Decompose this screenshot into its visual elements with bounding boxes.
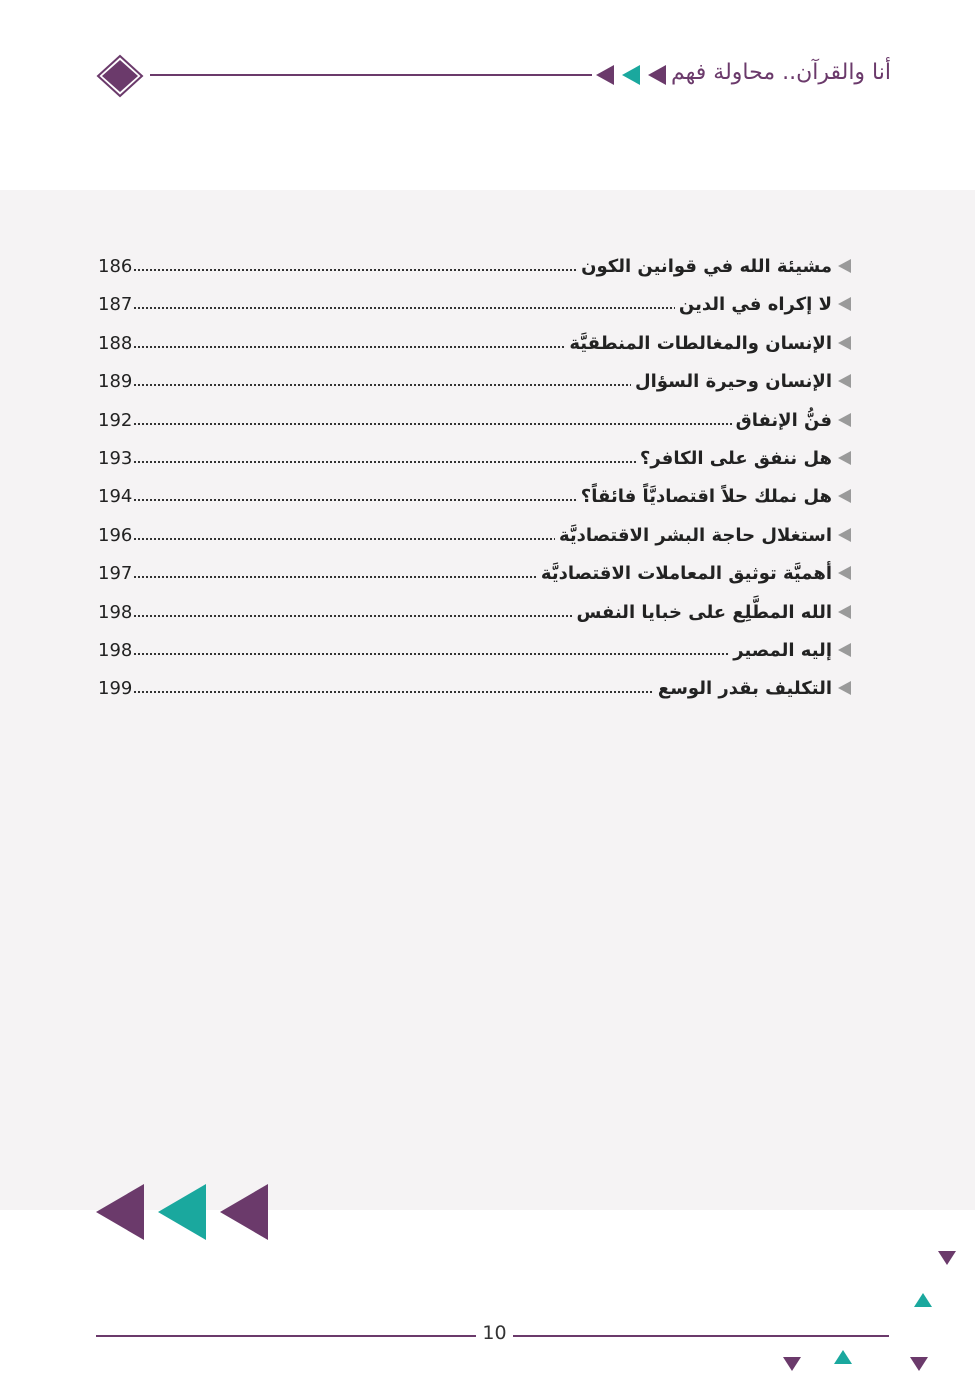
- toc-entry-page: 199: [98, 678, 133, 700]
- toc-entry-title: فنُّ الإنفاق: [732, 406, 832, 436]
- footer-arrows-icon: [96, 1182, 270, 1242]
- toc-entry[interactable]: [96, 288, 852, 326]
- triangle-marker-icon: [838, 413, 852, 427]
- up-triangle-icon: [834, 1349, 852, 1365]
- toc-entry-page: 189: [98, 371, 133, 393]
- toc-entry[interactable]: [96, 404, 852, 442]
- toc-entry-title: هل ننفق على الكافر؟: [636, 444, 832, 474]
- toc-entry[interactable]: [96, 365, 852, 403]
- triangle-marker-icon: [838, 566, 852, 580]
- footer-arrow-3: [220, 1184, 268, 1240]
- triangle-marker-icon: [838, 681, 852, 695]
- toc-entry-title: الإنسان والمغالطات المنطقيَّة: [565, 329, 832, 359]
- toc-entry-page: 187: [98, 294, 133, 316]
- book-title: أنا والقرآن.. محاولة فهم: [671, 60, 891, 85]
- toc-entry-title: التكليف بقدر الوسع: [654, 674, 832, 704]
- triangle-marker-icon: [838, 605, 852, 619]
- triangle-marker-icon: [838, 528, 852, 542]
- dot-leader: [134, 653, 832, 655]
- header-arrow-1: [596, 65, 614, 85]
- toc-entry[interactable]: [96, 596, 852, 634]
- toc-entry-title: الله المطَّلِع على خبايا النفس: [572, 598, 832, 628]
- toc-entry[interactable]: [96, 442, 852, 480]
- toc-entry[interactable]: [96, 634, 852, 672]
- dot-leader: [134, 423, 832, 425]
- triangle-marker-icon: [838, 297, 852, 311]
- footer-arrow-1: [96, 1184, 144, 1240]
- toc-entry-title: أهميَّة توثيق المعاملات الاقتصاديَّة: [537, 559, 832, 589]
- triangle-marker-icon: [838, 489, 852, 503]
- footer-rule-right: [513, 1335, 889, 1337]
- triangle-marker-icon: [838, 336, 852, 350]
- triangle-marker-icon: [838, 259, 852, 273]
- header-arrow-3: [648, 65, 666, 85]
- toc-entry-page: 188: [98, 332, 133, 354]
- header-arrow-2: [622, 65, 640, 85]
- toc-entry[interactable]: [96, 480, 852, 518]
- toc-entry[interactable]: [96, 327, 852, 365]
- toc-entry[interactable]: [96, 557, 852, 595]
- toc-entry-title: إليه المصير: [729, 636, 832, 666]
- header-arrows-icon: [596, 64, 670, 86]
- toc-entry-title: لا إكراه في الدين: [675, 290, 832, 320]
- toc-entry[interactable]: [96, 672, 852, 710]
- toc-entry-title: الإنسان وحيرة السؤال: [631, 367, 832, 397]
- down-triangle-icon: [938, 1250, 956, 1266]
- page-number: 10: [482, 1322, 507, 1344]
- toc-entry-page: 196: [98, 524, 133, 546]
- footer-arrow-2: [158, 1184, 206, 1240]
- toc-entry[interactable]: [96, 250, 852, 288]
- down-triangle-icon: [910, 1356, 928, 1372]
- triangle-marker-icon: [838, 643, 852, 657]
- diamond-icon: [96, 54, 144, 98]
- footer-rule-left: [96, 1335, 476, 1337]
- toc-entry-page: 198: [98, 639, 133, 661]
- toc-entry-title: مشيئة الله في قوانين الكون: [577, 252, 832, 282]
- down-triangle-icon: [783, 1356, 801, 1372]
- triangle-marker-icon: [838, 374, 852, 388]
- triangle-marker-icon: [838, 451, 852, 465]
- toc-entry-title: هل نملك حلاً اقتصاديَّاً فائقاً؟: [577, 482, 832, 512]
- toc-entry-page: 192: [98, 409, 133, 431]
- toc-entry-page: 193: [98, 447, 133, 469]
- header-rule: [150, 74, 592, 76]
- toc-entry-page: 198: [98, 601, 133, 623]
- table-of-contents: [96, 250, 852, 711]
- toc-entry-title: استغلال حاجة البشر الاقتصاديَّة: [555, 521, 832, 551]
- toc-entry-page: 197: [98, 563, 133, 585]
- toc-entry-page: 194: [98, 486, 133, 508]
- up-triangle-icon: [914, 1292, 932, 1308]
- page-header: [0, 0, 975, 190]
- toc-entry-page: 186: [98, 256, 133, 277]
- toc-entry[interactable]: [96, 519, 852, 557]
